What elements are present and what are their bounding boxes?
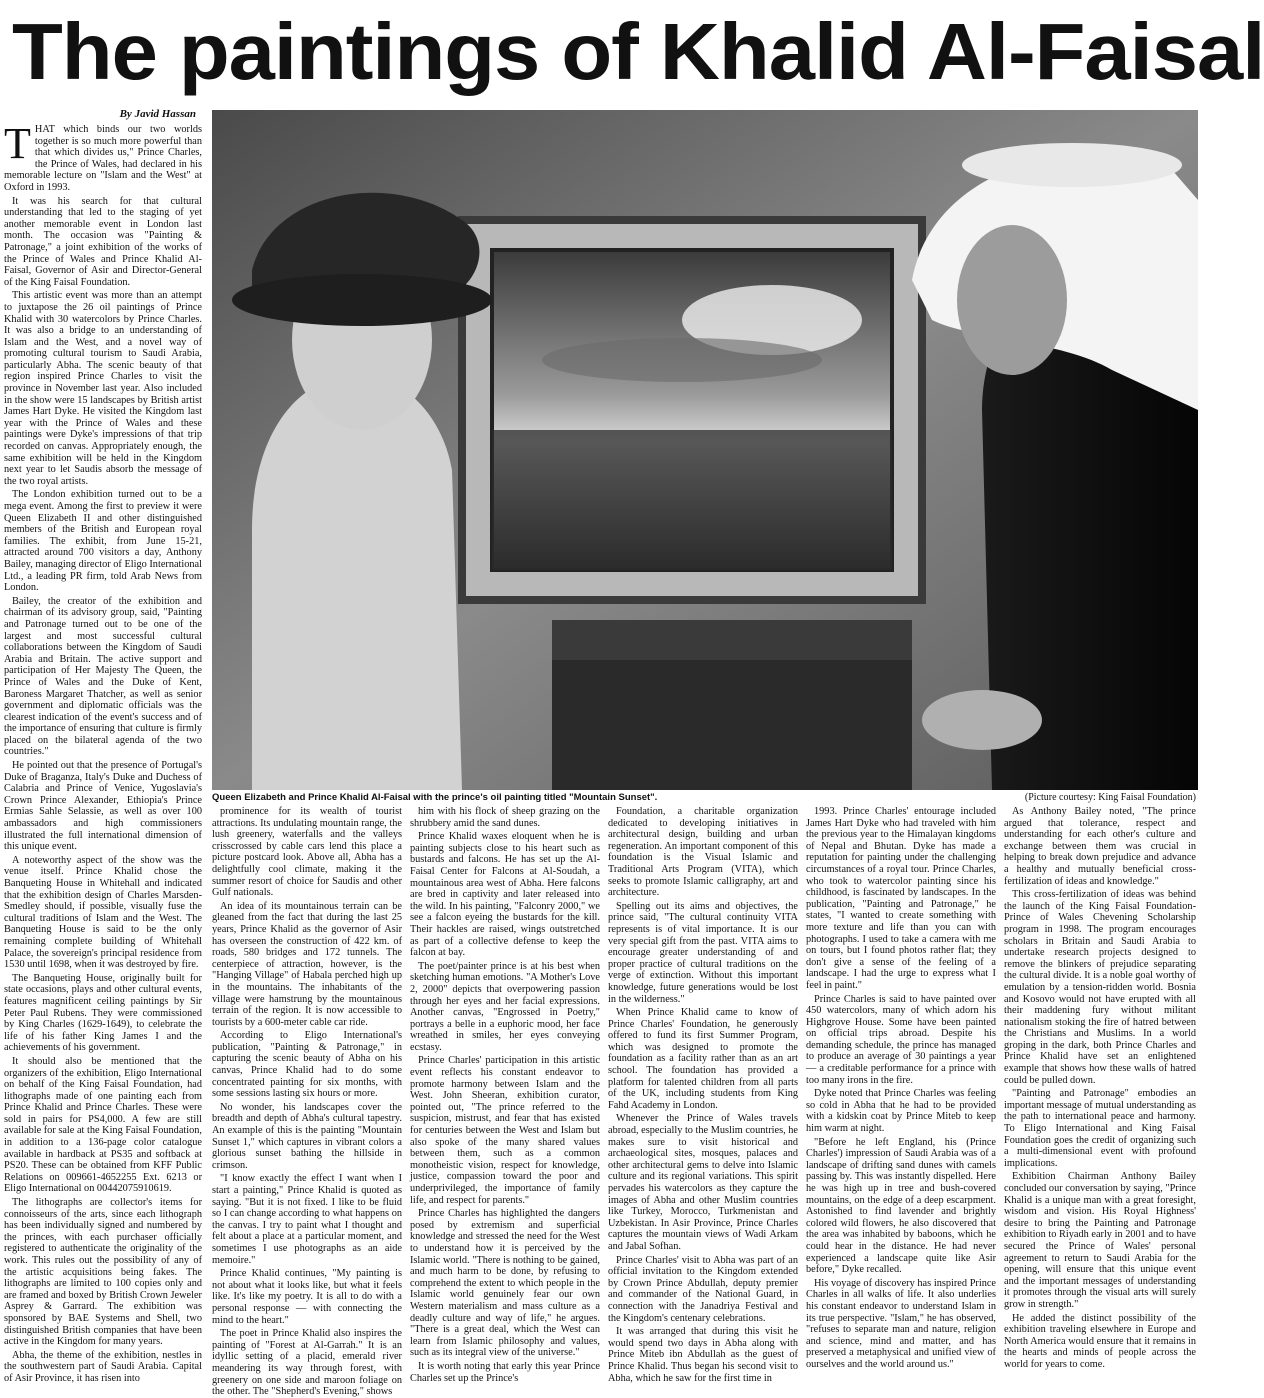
paragraph-text: His voyage of discovery has inspired Prince Charles in all walks of life. It also underlies his constant endeavor to understand Islam in its true perspective. "Islam," he has observed, "refuses to separate man and nature, religion and science, mind and matter, and has preserved a metaphysical and unified view of ourselves and the world around us." [806, 1277, 996, 1370]
article-column-5 [806, 806, 996, 1370]
article-paragraph [212, 1102, 402, 1172]
byline: By Javid Hassan [119, 108, 196, 120]
paragraph-text: "Before he left England, his (Prince Charles') impression of Saudi Arabia was of a landscape of drifting sand dunes with camels passing by. This was instantly dispelled. Here he was high up in tree and bush-covered mountains, on the edge of a deep escarpment. Astonished to find lavender and brightly colored wild flowers, he also discovered that the area was inhabited by baboons, which he could hear in the distance. He had never experienced a landscape quite like Asir before," Dyke recalled. [806, 1136, 996, 1276]
article-paragraph [4, 196, 202, 289]
article-paragraph [410, 1208, 600, 1359]
paragraph-text: Prince Charles' participation in this artistic event reflects his constant endeavor to promote harmony between Islam and the West. John Sheeran, exhibition curator, pointed out, "The prince referred to the suspicion, mistrust, and fear that has existed for centuries between the West and Islam but also spoke of the many shared values between them, such as a common monotheistic vision, respect for knowledge, justice, compassion toward the poor and underprivileged, the importance of family life, and respect for parents." [410, 1055, 600, 1206]
paragraph-text: He added the distinct possibility of the exhibition traveling elsewhere in Europe and North America would ensure that it remains in the hearts and minds of people across the world for years to come. [1004, 1312, 1196, 1370]
drop-cap: T [4, 119, 31, 168]
article-column-4 [608, 806, 798, 1384]
paragraph-text: As Anthony Bailey noted, "The prince argued that tolerance, respect and understanding for each other's culture and exchange between them was crucial in helping to break down prejudice and advance a healthy and mutually beneficial cross-fertilization of ideas and knowledge." [1004, 806, 1196, 887]
article-paragraph [4, 760, 202, 853]
article-paragraph [410, 831, 600, 959]
article-paragraph [4, 290, 202, 487]
article-paragraph [212, 1328, 402, 1398]
article-paragraph [806, 994, 996, 1087]
article-paragraph [410, 1361, 600, 1384]
paragraph-text: An idea of its mountainous terrain can be gleaned from the fact that during the last 25 years, Prince Khalid as the governor of Asir has overseen the construction of 422 km. of roads, 580 bridges and 172 tunnels. The centerpiece of attraction, however, is the "Hanging Village" of Habala perched high up in the mountains. The inhabitants of the village were hamstrung by the mountainous terrain of the region. It is now accessible to tourists by a 600-meter cable car ride. [212, 900, 402, 1028]
paragraph-text: Exhibition Chairman Anthony Bailey concluded our conversation by saying, "Prince Khalid is a unique man with a great foresight, wisdom and vision. His Royal Highness' desire to bring the Painting and Patronage exhibition to Riyadh early in 2001 and to have secured the Prince of Wales' personal agreement to return to Saudi Arabia for the opening, will ensure that this unique event and the important messages of understanding it promotes through the visual arts will surely grow in strength." [1004, 1171, 1196, 1310]
article-paragraph [4, 489, 202, 593]
article-paragraph [4, 119, 202, 194]
article-paragraph [410, 806, 600, 829]
paragraph-text: prominence for its wealth of tourist attractions. Its undulating mountain range, the lush greenery, waterfalls and the valleys crisscrossed by cable cars lend this place a picture postcard look. Above all, Abha has a delightfully cool climate, making it the summer resort of choice for Saudis and other Gulf nationals. [212, 806, 402, 899]
article-paragraph [806, 1137, 996, 1276]
article-paragraph [608, 1326, 798, 1384]
paragraph-text: Dyke noted that Prince Charles was feeling so cold in Abha that he had to be provided with a kidskin coat by Prince Miteb to keep him warm at night. [806, 1088, 996, 1135]
paragraph-text: Spelling out its aims and objectives, the prince said, "The cultural continuity VITA represents is of vital importance. It is our very special gift from the past. VITA aims to encourage greater understanding of and proper practice of cultural traditions on the verge of extinction. Without this important knowledge, future generations would be lost in the wilderness." [608, 900, 798, 1005]
article-paragraph [212, 1173, 402, 1266]
article-paragraph [4, 855, 202, 971]
photo-caption: Queen Elizabeth and Prince Khalid Al-Faisal with the prince's oil painting titled "Mountain Sunset". [212, 792, 658, 803]
paragraph-text: HAT which binds our two worlds together is so much more powerful than that which divides us," Prince Charles, the Prince of Wales, had declared in his memorable lecture on "Islam and the West" at Oxford in 1993. [4, 124, 202, 193]
article-paragraph [608, 1113, 798, 1252]
paragraph-text: He pointed out that the presence of Portugal's Duke of Braganza, Italy's Duke and Duchess of Calabria and Prince of Venice, Yugoslavia's Crown Prince Alexander, Ethiopia's Prince Ermias Sahle Selassie, as well as over 100 ambassadors and high commissioners illustrated the full international dimension of this unique event. [4, 760, 202, 853]
paragraph-text: The lithographs are collector's items for connoisseurs of the arts, since each lithograph has been individually signed and numbered by the princes, with each purchaser officially registered to authenticate the originality of the work. This rules out the possibility of any of the artistic acquisitions being fakes. The lithographs are limited to 100 copies only and are framed and boxed by British Crown Jeweler Asprey & Garrard. The exhibition was sponsored by BAE Systems and Shell, two distinguished British companies that have been active in the Kingdom for many years. [4, 1197, 202, 1348]
article-paragraph [4, 596, 202, 758]
article-paragraph [806, 806, 996, 992]
article-column-3 [410, 806, 600, 1384]
paragraph-text: Prince Charles has highlighted the dangers posed by extremism and superficial knowledge and stressed the need for the West to understand how it is perceived by the Islamic world. "There is nothing to be gained, and much harm to be done, by refusing to comprehend the extent to which people in the Islamic world genuinely fear our own Western materialism and mass culture as a deadly culture and way of life," he argues. "There is a great deal, which the West can learn from Islamic philosophy and values, such as its integral view of the universe." [410, 1208, 600, 1359]
headline: The paintings of Khalid Al-Faisal [12, 7, 1264, 96]
paragraph-text: The London exhibition turned out to be a mega event. Among the first to preview it were Queen Elizabeth II and other distinguished members of the British and European royal families. The exhibit, from June 15-21, attracted around 700 visitors a day, Anthony Bailey, managing director of Eligo International Ltd., a leading PR firm, told Arab News from London. [4, 489, 202, 594]
article-paragraph [4, 1056, 202, 1195]
article-paragraph [608, 1255, 798, 1325]
article-paragraph [4, 1350, 202, 1385]
paragraph-text: him with his flock of sheep grazing on the shrubbery amid the sand dunes. [410, 806, 600, 829]
paragraph-text: This cross-fertilization of ideas was behind the launch of the King Faisal Foundation-Prince of Wales Chevening Scholarship program in 1998. The program encourages scholars in Britain and Saudi Arabia to undertake research projects designed to remove the blinkers of prejudice separating the cultural divide. It is a noble goal worthy of emulation by a tension-ridden world. Bosnia and Kosovo would not have erupted with all their maddening fury without militant nationalism stoking the fire of hatred between the Christians and Muslims. In a world groping in the dark, both Prince Charles and Prince Khalid have set an enlightened example that shows how these walls of hatred could be pulled down. [1004, 889, 1196, 1086]
article-paragraph [806, 1088, 996, 1134]
paragraph-text: The Banqueting House, originally built for state occasions, plays and other cultural events, features magnificent ceiling paintings by Sir Peter Paul Rubens. They were commissioned by King Charles (1629-1649), to celebrate the life of his father King James I and the achievements of his government. [4, 972, 202, 1054]
article-paragraph [1004, 1313, 1196, 1371]
paragraph-text: No wonder, his landscapes cover the breadth and depth of Abha's cultural tapestry. An example of this is the painting "Mountain Sunset 1," which captures in vibrant colors a glorious sunset bathing the hillside in crimson. [212, 1101, 402, 1171]
article-paragraph [806, 1278, 996, 1371]
article-paragraph [212, 901, 402, 1029]
article-photo [212, 110, 1198, 790]
paragraph-text: Bailey, the creator of the exhibition and chairman of its advisory group, said, "Painting and Patronage turned out to be one of the largest and most successful cultural collaborations between the Kingdom of Saudi Arabia and Britain. The active support and participation of Her Majesty The Queen, the Prince of Wales and the Duke of Kent, Baroness Margaret Thatcher, as well as senior government and diplomatic officials was the clearest indication of the event's success and of the importance of ensuring that culture is firmly placed on the bilateral agenda of the two countries." [4, 595, 202, 758]
article-paragraph [212, 1268, 402, 1326]
article-paragraph [1004, 1171, 1196, 1310]
paragraph-text: When Prince Khalid came to know of Prince Charles' Foundation, he generously offered to fund its first Summer Program, which was designed to promote the foundation as a facility rather than as an art school. The foundation has provided a platform for talented children from all parts of the UK, including students from King Fahd Academy in London. [608, 1007, 798, 1111]
article-paragraph [212, 1030, 402, 1100]
article-paragraph [608, 1007, 798, 1111]
paragraph-text: According to Eligo International's publication, "Painting & Patronage," in capturing the scenic beauty of Abha on his canvas, Prince Khalid had to do some concentrated painting for six months, with some sessions lasting six hours or more. [212, 1030, 402, 1100]
article-paragraph [410, 1055, 600, 1206]
paragraph-text: This artistic event was more than an attempt to juxtapose the 26 oil paintings of Prince Khalid with 30 watercolors by Prince Charles. It was also a bridge to an understanding of Islam and the West, and a novel way of promoting cultural tourism to Saudi Arabia, particularly Abha. The scenic beauty of that region inspired Prince Charles to visit the province in November last year. Also included in the show were 15 landscapes by British artist James Hart Dyke. He visited the Kingdom last year with the Prince of Wales and these paintings were Dyke's impressions of that trip recorded on canvas. Appropriately enough, the same exhibition will be held in the Kingdom next year to let Saudis absorb the message of the two royal artists. [4, 290, 202, 487]
paragraph-text: The poet in Prince Khalid also inspires the painting of "Forest at Al-Garrah." It is an idyllic setting of a placid, emerald river meandering its way through forest, with greenery on one side and maroon foliage on the other. The "Shepherd's Evening," shows [212, 1328, 402, 1398]
paragraph-text: Foundation, a charitable organization dedicated to developing initiatives in architectural design, building and urban regeneration. An important component of this foundation is the Visual Islamic and Traditional Arts Program (VITA), which seeks to promote Islamic calligraphy, art and architecture. [608, 806, 798, 899]
article-paragraph [608, 901, 798, 1005]
paragraph-text: It was his search for that cultural understanding that led to the staging of yet another memorable event in London last month. The occasion was "Painting & Patronage," a joint exhibition of the works of the Prince of Wales and Prince Khalid Al-Faisal, Governor of Asir and Director-General of the King Faisal Foundation. [4, 195, 202, 288]
paragraph-text: It should also be mentioned that the organizers of the exhibition, Eligo International on behalf of the King Faisal Foundation, had lithographs made of one painting each from Prince Khalid and Prince Charles. These were sold in pairs for PS4,000. A few are still available for sale at the King Faisal Foundation, in addition to a 136-page color catalogue available in hardback at PS35 and softback at PS20. These can be obtained from KFF Public Relations on 009661-4652255 Ext. 6213 or Eligo International on 00442075910619. [4, 1055, 202, 1195]
article-paragraph [4, 973, 202, 1054]
article-paragraph [608, 806, 798, 899]
article-paragraph [212, 806, 402, 899]
article-paragraph [1004, 806, 1196, 887]
photo-illustration [212, 110, 1198, 790]
article-paragraph [1004, 1088, 1196, 1169]
photo-credit: (Picture courtesy: King Faisal Foundation) [1024, 792, 1196, 803]
article-column-2 [212, 806, 402, 1398]
paragraph-text: "Painting and Patronage" embodies an important message of mutual understanding as the path to international peace and harmony. To Eligo International and King Faisal Foundation goes the credit of organizing such a multi-dimensional event with profound implications. [1004, 1088, 1196, 1169]
paragraph-text: The poet/painter prince is at his best when sketching human emotions. "A Mother's Love 2, 2000" depicts that overpowering passion through her eyes and her facial expressions. Another canvas, "Engrossed in Poetry," portrays a belle in a euphoric mood, her face wreathed in smiles, her eyes conveying ecstasy. [410, 960, 600, 1053]
paragraph-text: "I know exactly the effect I want when I start a painting," Prince Khalid is quoted as saying. "But it is not fixed. I like to be fluid so I can change according to what happens on the canvas. I try to paint what I thought and felt about a place at a particular moment, and sometimes I use photographs as an aide memoire." [212, 1173, 402, 1266]
paragraph-text: It is worth noting that early this year Prince Charles set up the Prince's [410, 1360, 600, 1384]
paragraph-text: Abha, the theme of the exhibition, nestles in the southwestern part of Saudi Arabia. Capital of Asir Province, it has risen into [4, 1349, 202, 1384]
paragraph-text: It was arranged that during this visit he would spend two days in Abha along with Prince Miteb ibn Abdullah as the guest of Prince Khalid. Thus began his second visit to Abha, which he saw for the first time in [608, 1326, 798, 1384]
article-paragraph [1004, 889, 1196, 1086]
article-column-6 [1004, 806, 1196, 1370]
paragraph-text: A noteworthy aspect of the show was the venue itself. Prince Khalid chose the Banqueting House in Whitehall and indicated that the exhibition design of Charles Marsden-Smedley should, if possible, visually fuse the cultural traditions of Islam and the West. The Banqueting House is said to be the only remaining complete building of Whitehall Palace, the sovereign's principal residence from 1530 until 1698, when it was destroyed by fire. [4, 854, 202, 971]
paragraph-text: Prince Charles is said to have painted over 450 watercolors, many of which adorn his Highgrove House. Some have been painted on official trips abroad. Despite his demanding schedule, the prince has managed to produce an average of 30 paintings a year — a creditable performance for a prince with too many irons in the fire. [806, 993, 996, 1086]
paragraph-text: Prince Charles' visit to Abha was part of an official invitation to the Kingdom extended by Crown Prince Abdullah, deputy premier and commander of the National Guard, in connection with the Janadriya Festival and the Kingdom's centenary celebrations. [608, 1254, 798, 1324]
paragraph-text: Whenever the Prince of Wales travels abroad, especially to the Muslim countries, he makes sure to visit historical and archaeological sites, mosques, palaces and other architectural gems to delve into Islamic culture and its regional variations. This spirit pervades his watercolors as they capture the images of Abha and other Muslim countries like Turkey, Morocco, Turkmenistan and Uzbekistan. In Asir Province, Prince Charles captures the mountain views of Wadi Arkam and Jabal Sofhan. [608, 1113, 798, 1252]
article-paragraph [4, 1197, 202, 1348]
article-paragraph [410, 961, 600, 1054]
article-column-1 [4, 119, 202, 1384]
paragraph-text: Prince Khalid continues, "My painting is not about what it looks like, but what it feels like. It's like my poetry. It is all to do with a personal response — with connecting the mind to the heart." [212, 1268, 402, 1326]
paragraph-text: 1993. Prince Charles' entourage included James Hart Dyke who had traveled with him the previous year to the Himalayan kingdoms of Nepal and Bhutan. Dyke has made a reputation for painting under the challenging circumstances of a royal tour. Prince Charles, who took to watercolor painting since his childhood, is fascinated by landscapes. In the publication, "Painting and Patronage," he states, "I wanted to create something with more texture and life than you can with photographs. I used to take a camera with me on tours, but I found photos rather flat; they don't give a sense of the feeling of a landscape. I had the urge to express what I feel in paint." [806, 806, 996, 991]
paragraph-text: Prince Khalid waxes eloquent when he is painting subjects close to his heart such as bustards and falcons. He has set up the Al-Faisal Center for Falcons at Al-Soudah, a mountainous area west of Abha. Here falcons are bred in captivity and later released into the wild. In his painting, "Falconry 2000," we see a falcon eyeing the bustards for the kill. Their hackles are raised, wings outstretched as part of a collective defense to keep the falcon at bay. [410, 831, 600, 959]
